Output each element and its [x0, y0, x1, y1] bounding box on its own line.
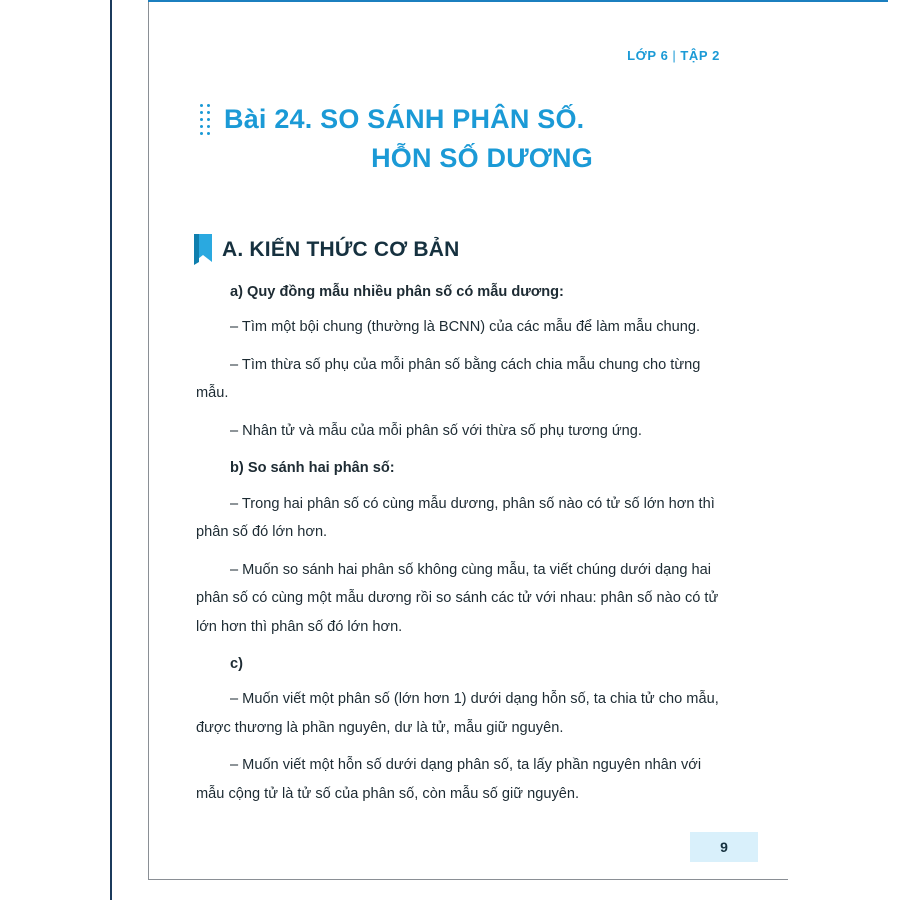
page-frame-top-rule [148, 0, 888, 2]
page-number-badge: 9 [690, 832, 758, 862]
running-header [627, 48, 720, 63]
bookmark-icon [192, 232, 214, 268]
page-title-second-line: HỖN SỐ DƯƠNG [371, 143, 593, 174]
paragraph-c-item-2: – Muốn viết một hỗn số dưới dạng phân số, ta lấy phần nguyên nhân với mẫu cộng tử là tử số của phân số, còn mẫu số giữ nguyên. [196, 757, 702, 802]
dots-decoration-icon [200, 104, 214, 138]
paragraph-b-label: b) So sánh hai phân số: [230, 460, 395, 477]
page-frame-left-inner [148, 0, 149, 880]
paragraph-a-item-3: – Nhân tử và mẫu của mỗi phân số với thừa số phụ tương ứng. [230, 422, 642, 439]
lesson-title-block [200, 100, 800, 178]
page-frame-bottom-rule [148, 879, 788, 880]
header-volume: TẬP 2 [680, 48, 720, 63]
header-grade: LỚP 6 [627, 48, 669, 63]
section-title-text: A. KIẾN THỨC CƠ BẢN [222, 238, 460, 261]
paragraph-a-label: a) Quy đồng mẫu nhiều phân số có mẫu dương: [230, 284, 564, 300]
paragraph-b-item-1: – Trong hai phân số có cùng mẫu dương, phân số nào có tử số lớn hơn thì phân số đó lớn hơn. [196, 495, 715, 541]
page-title: Bài 24. SO SÁNH PHÂN SỐ. [224, 104, 585, 134]
paragraph-a-item-1: – Tìm một bội chung (thường là BCNN) của các mẫu để làm mẫu chung. [230, 319, 701, 336]
section-heading-a [192, 232, 459, 268]
paragraph-c-label: c) [230, 655, 243, 672]
paragraph-b-item-2: – Muốn so sánh hai phân số không cùng mẫu, ta viết chúng dưới dạng hai phân số có cùng một mẫu dương rồi so sánh các tử với nhau: phân số nào có tử lớn hơn thì phân số đó lớn hơn. [196, 561, 719, 635]
paragraph-a-item-2: – Tìm thừa số phụ của mỗi phân số bằng cách chia mẫu chung cho từng mẫu. [196, 356, 701, 402]
lesson-body [196, 278, 726, 817]
paragraph-c-item-1: – Muốn viết một phân số (lớn hơn 1) dưới dạng hỗn số, ta chia tử cho mẫu, được thương là phần nguyên, dư là tử, mẫu giữ nguyên. [196, 691, 719, 736]
page-frame-left-outer [110, 0, 112, 900]
header-separator: | [672, 48, 677, 63]
